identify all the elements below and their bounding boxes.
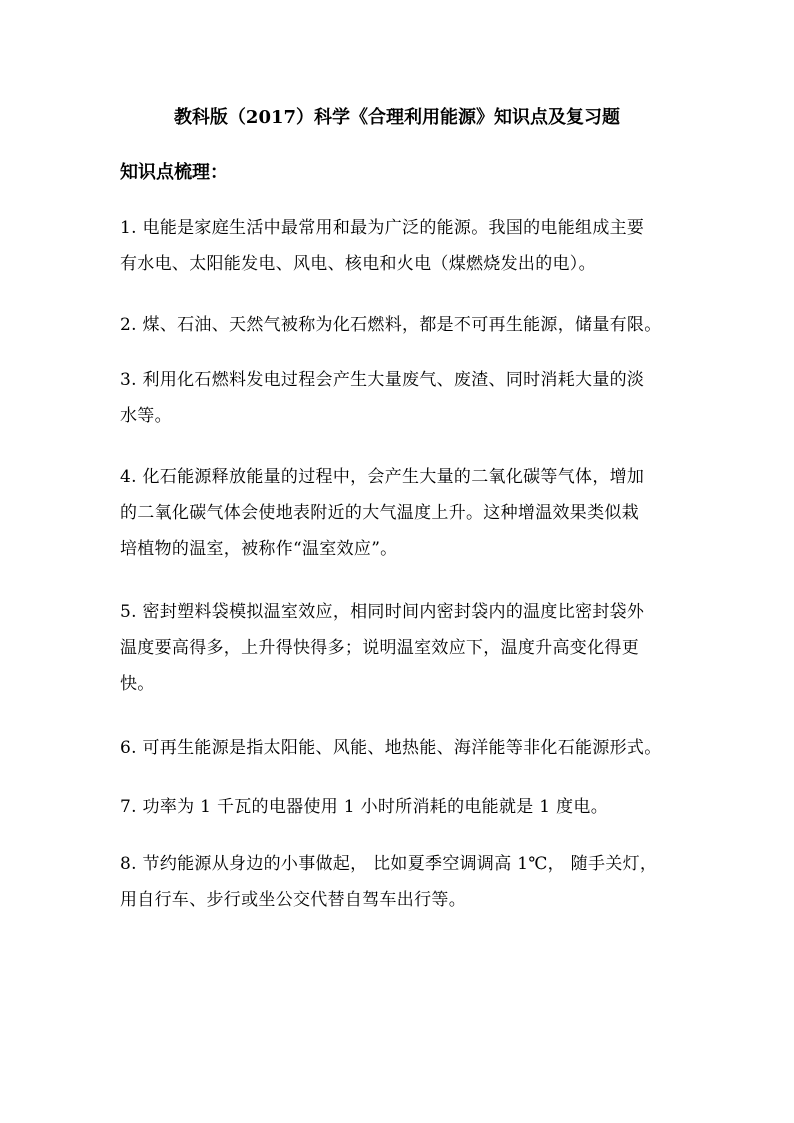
knowledge-point-3 [120,362,680,434]
paragraph-line: 用自行车、步行或坐公交代替自驾车出行等。 [120,890,466,910]
paragraph-line: 6. 可再生能源是指太阳能、风能、地热能、海洋能等非化石能源形式。 [120,738,662,758]
paragraph-line: 的二氧化碳气体会使地表附近的大气温度上升。这种增温效果类似栽 [120,503,639,523]
paragraph-line: 有水电、太阳能发电、风电、核电和火电（煤燃烧发出的电）。 [120,254,596,274]
knowledge-point-6 [120,730,680,766]
paragraph-line: 2. 煤、石油、天然气被称为化石燃料，都是不可再生能源，储量有限。 [120,315,662,335]
paragraph-line: 温度要高得多，上升得快得多；说明温室效应下，温度升高变化得更 [120,638,639,658]
section-heading: 知识点梳理： [120,162,228,183]
paragraph-line: 快。 [120,674,155,694]
paragraph-line: 4. 化石能源释放能量的过程中，会产生大量的二氧化碳等气体，增加 [120,467,645,487]
knowledge-point-8 [120,846,680,918]
paragraph-line: 培植物的温室，被称作“温室效应”。 [120,539,398,559]
paragraph-line: 7. 功率为 1 千瓦的电器使用 1 小时所消耗的电能就是 1 度电。 [120,797,608,817]
paragraph-line: 水等。 [120,406,172,426]
knowledge-point-4 [120,459,680,567]
paragraph-line: 8. 节约能源从身边的小事做起， 比如夏季空调调高 1℃， 随手关灯， [120,854,658,874]
page-title: 教科版（2017）科学《合理利用能源》知识点及复习题 [173,107,621,128]
knowledge-point-7 [120,789,680,825]
knowledge-point-2 [120,307,680,343]
paragraph-line: 1. 电能是家庭生活中最常用和最为广泛的能源。我国的电能组成主要 [120,218,645,238]
knowledge-point-5 [120,594,680,702]
paragraph-line: 3. 利用化石燃料发电过程会产生大量废气、废渣、同时消耗大量的淡 [120,370,645,390]
knowledge-point-1 [120,210,680,282]
paragraph-line: 5. 密封塑料袋模拟温室效应，相同时间内密封袋内的温度比密封袋外 [120,602,645,622]
